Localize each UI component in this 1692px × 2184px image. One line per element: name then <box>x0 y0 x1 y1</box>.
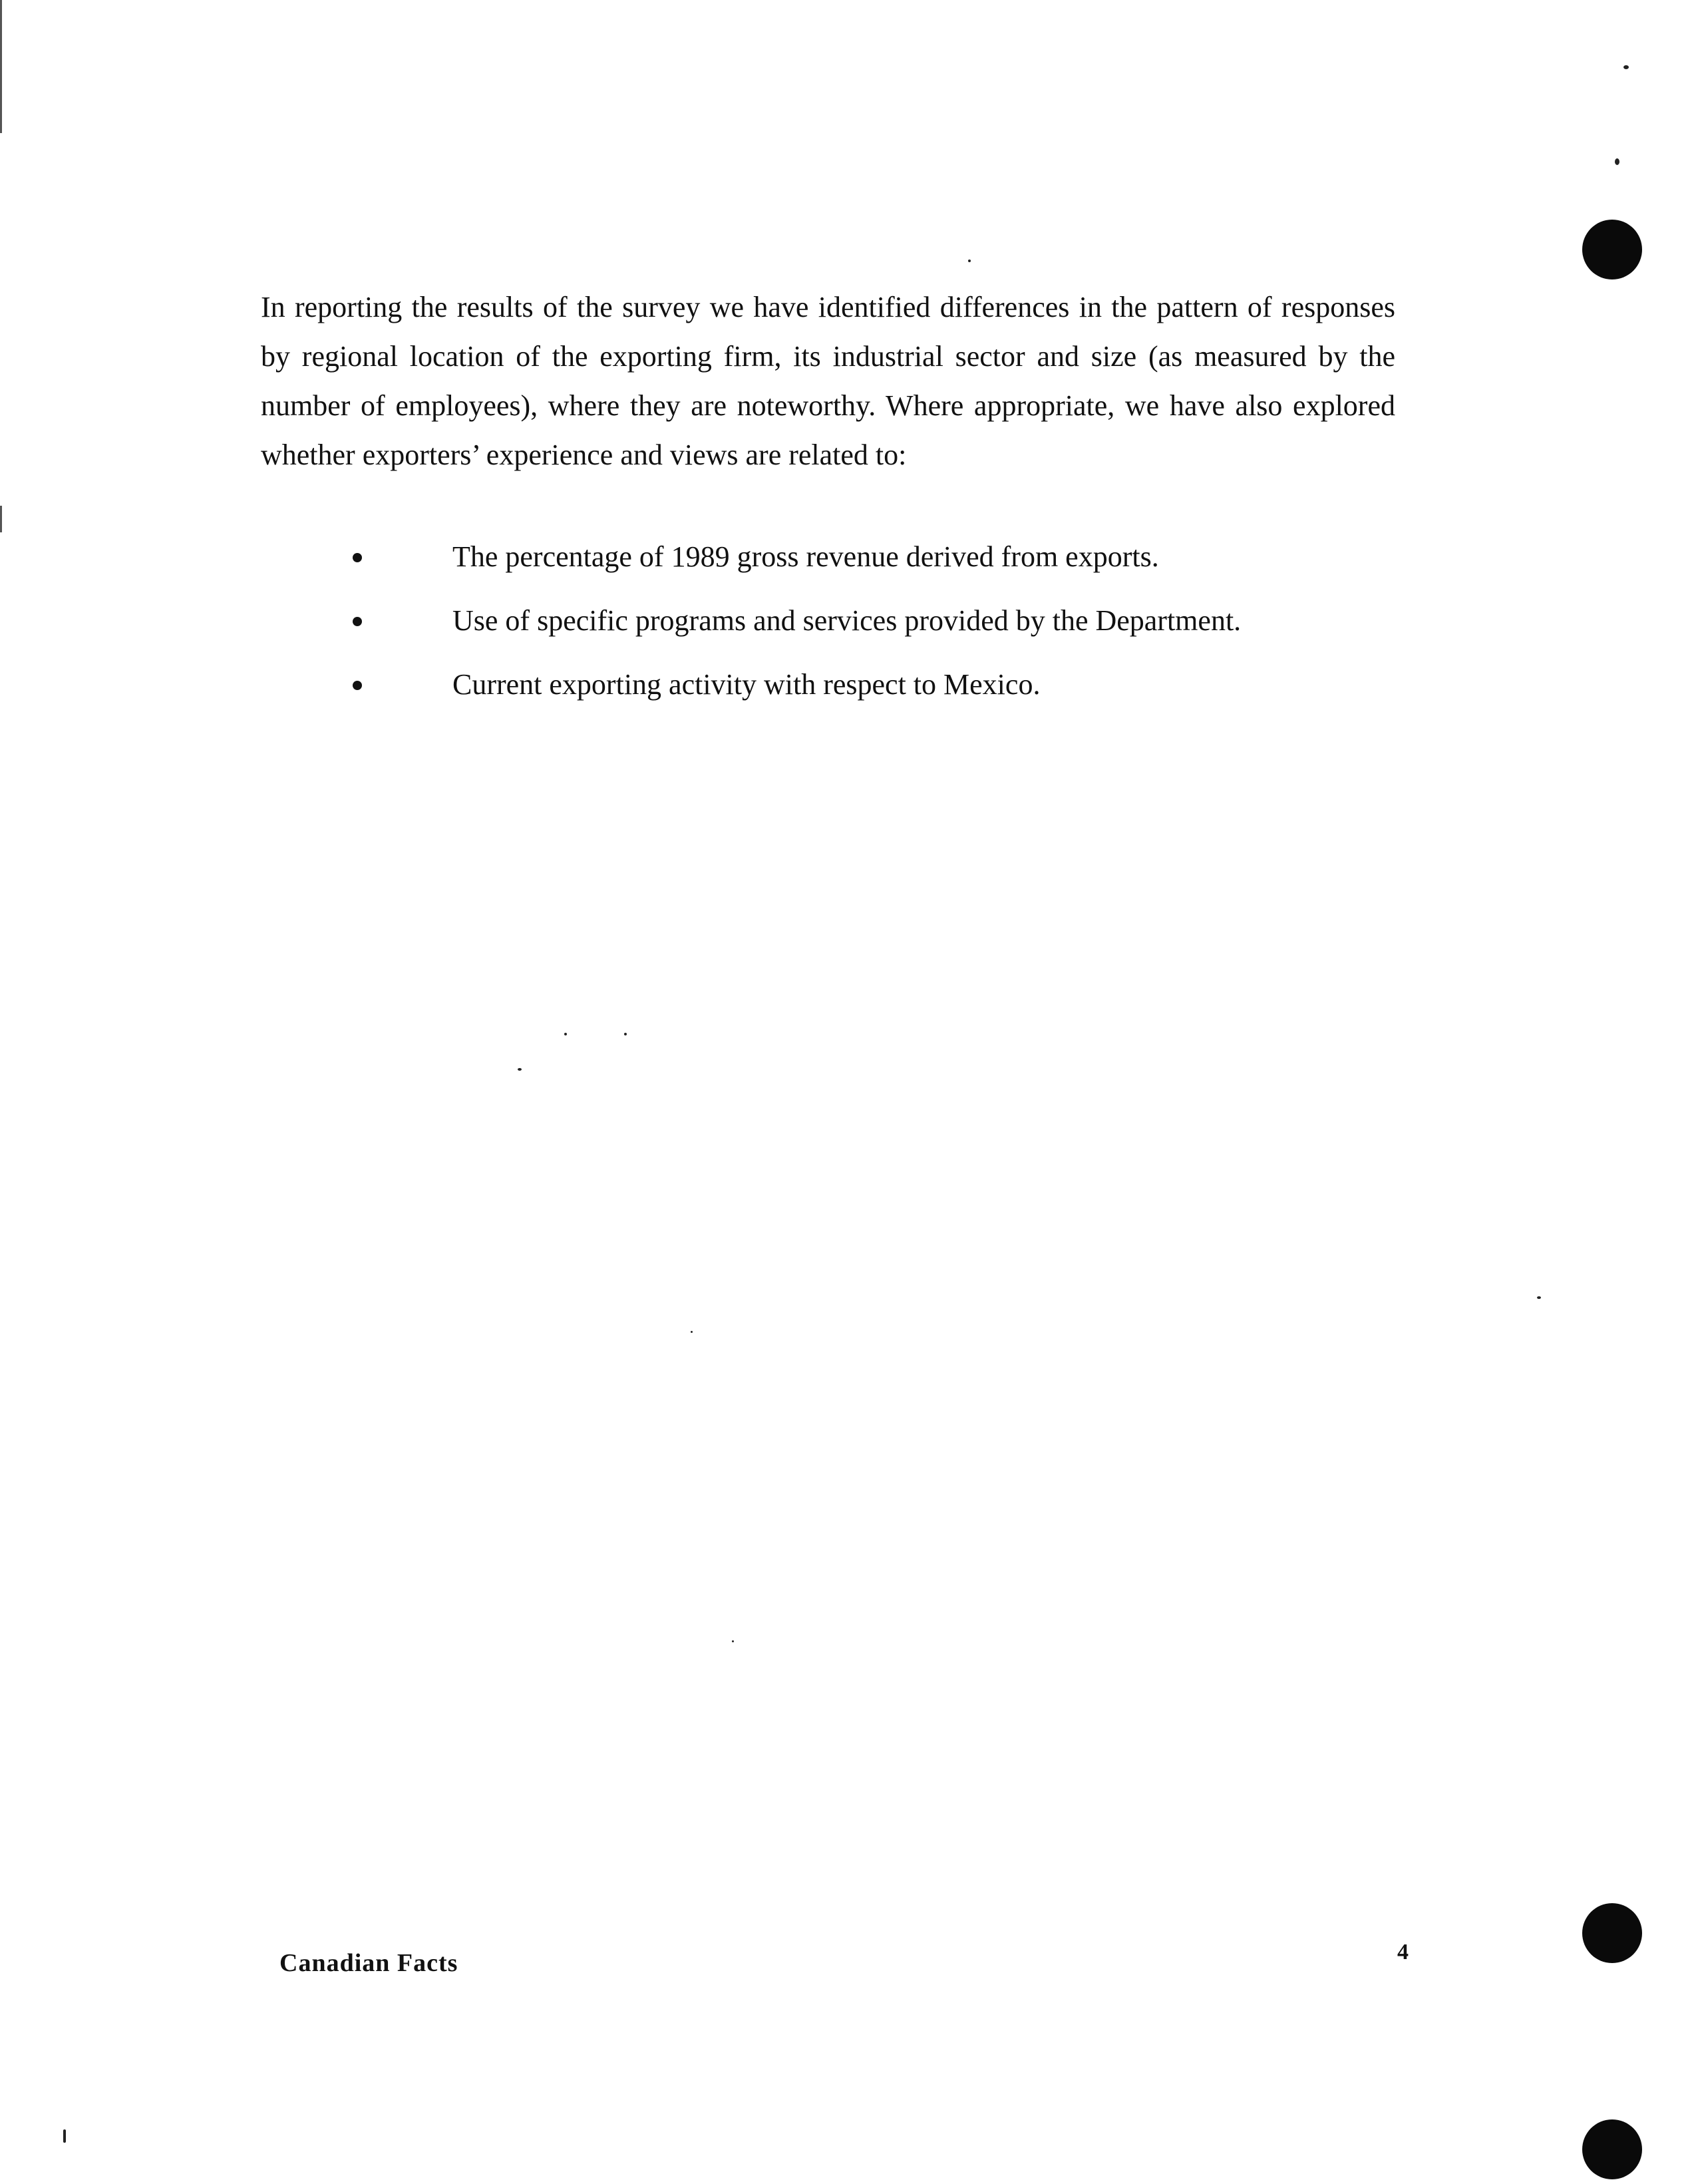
scan-speck <box>63 2129 66 2143</box>
scan-speck <box>1623 65 1629 69</box>
punch-hole-top <box>1582 220 1642 279</box>
scan-speck <box>732 1640 734 1642</box>
scan-speck <box>518 1068 522 1071</box>
bullet-icon <box>353 681 362 690</box>
intro-paragraph: In reporting the results of the survey we have identified differences in the pattern of responses by regional location of the exporting firm, its industrial sector and size (as measured by the number of employees), where they are noteworthy. Where appropriate, we have also explored whether exporters’ experience and views are related to: <box>261 291 1395 471</box>
bullet-text: Use of specific programs and services provided by the Department. <box>452 604 1242 637</box>
list-item <box>353 600 1417 663</box>
scan-edge-mark <box>0 506 2 532</box>
bullet-icon <box>353 617 362 626</box>
scan-speck <box>1615 158 1619 165</box>
scan-speck <box>624 1033 627 1035</box>
page-number: 4 <box>1397 1940 1409 1964</box>
bullet-text: Current exporting activity with respect to Mexico. <box>452 668 1041 701</box>
scan-speck <box>1537 1296 1541 1299</box>
scan-edge-mark <box>0 0 2 133</box>
list-item <box>353 536 1417 600</box>
punch-hole-bottom <box>1582 2119 1642 2179</box>
bullet-list <box>353 536 1417 727</box>
scan-speck <box>564 1033 567 1035</box>
list-item <box>353 663 1417 727</box>
footer-brand: Canadian Facts <box>279 1949 458 1977</box>
scan-speck <box>691 1331 693 1333</box>
scan-speck <box>968 260 971 262</box>
bullet-text: The percentage of 1989 gross revenue derived from exports. <box>452 540 1159 573</box>
bullet-icon <box>353 553 362 562</box>
punch-hole-middle <box>1582 1903 1642 1963</box>
